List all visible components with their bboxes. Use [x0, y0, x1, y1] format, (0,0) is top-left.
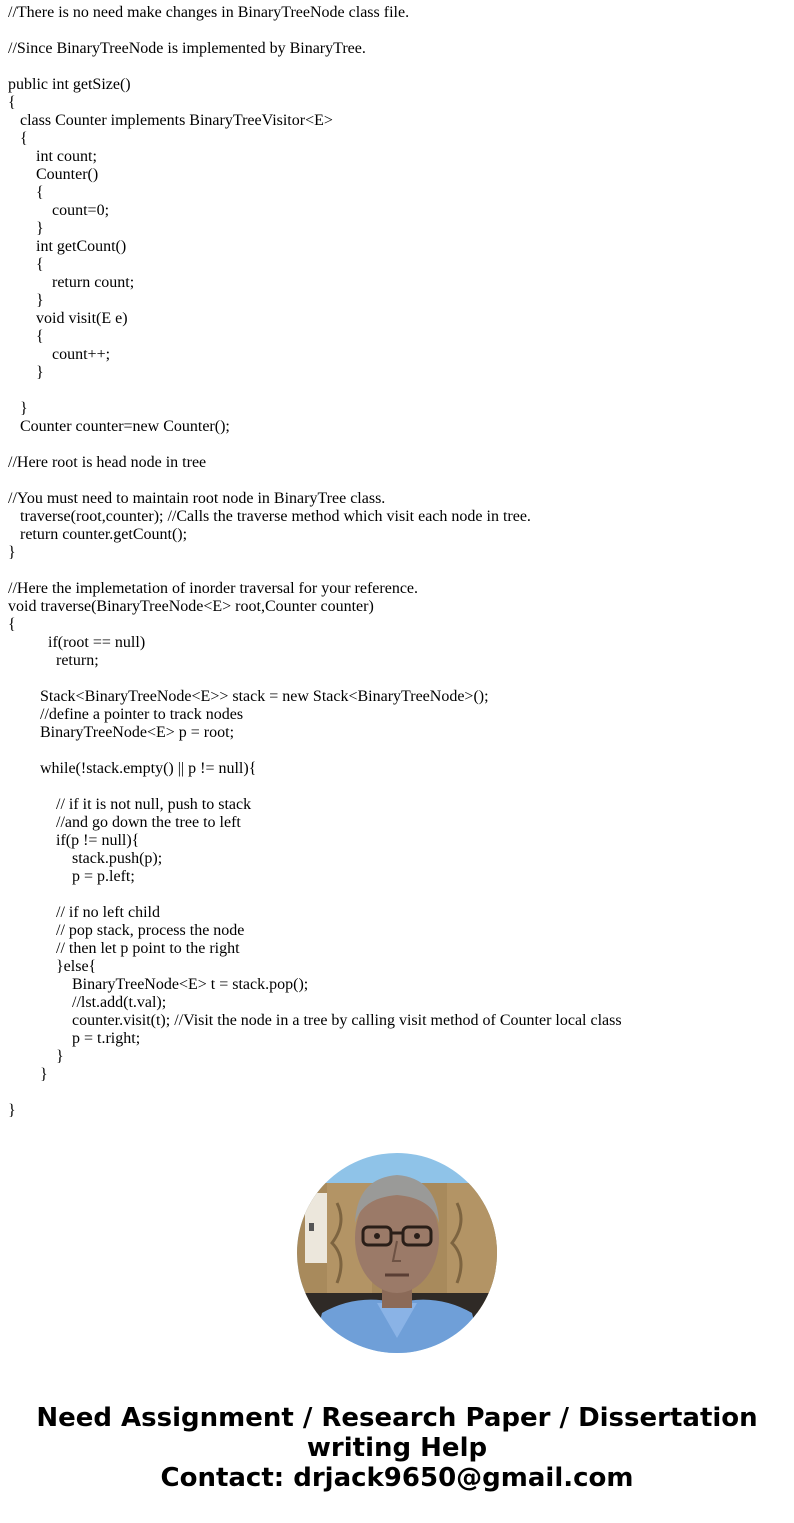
code-line: //lst.add(t.val);: [72, 994, 167, 1011]
code-line: }: [20, 400, 28, 417]
code-line: public int getSize(): [8, 76, 131, 93]
code-line: Stack<BinaryTreeNode<E>> stack = new Stack<BinaryTreeNode>();: [40, 688, 489, 705]
author-avatar: [297, 1153, 497, 1353]
code-line: }: [8, 1102, 16, 1119]
avatar-portrait-icon: [297, 1153, 497, 1353]
code-line: [8, 1084, 788, 1102]
code-line: //and go down the tree to left: [56, 814, 241, 831]
code-line: }: [36, 364, 44, 381]
code-line: stack.push(p);: [72, 850, 163, 867]
code-line: return count;: [52, 274, 135, 291]
code-line: }: [36, 292, 44, 309]
code-line: //There is no need make changes in BinaryTreeNode class file.: [8, 4, 410, 21]
code-line: {: [20, 130, 28, 147]
code-line: //define a pointer to track nodes: [40, 706, 244, 723]
code-line: [8, 886, 788, 904]
code-line: {: [8, 94, 16, 111]
code-line: int count;: [36, 148, 97, 165]
code-line: [8, 562, 788, 580]
code-line: return;: [56, 652, 99, 669]
code-line: // if it is not null, push to stack: [56, 796, 252, 813]
code-line: }: [40, 1066, 48, 1083]
code-line: Counter counter=new Counter();: [20, 418, 230, 435]
code-line: counter.visit(t); //Visit the node in a tree by calling visit method of Counter local class: [72, 1012, 622, 1029]
code-listing: [8, 4, 788, 1120]
promo-footer: [0, 1403, 794, 1493]
code-line: [8, 472, 788, 490]
code-line: [8, 436, 788, 454]
code-line: if(root == null): [48, 634, 146, 651]
code-line: [8, 58, 788, 76]
code-line: BinaryTreeNode<E> t = stack.pop();: [72, 976, 309, 993]
code-line: return counter.getCount();: [20, 526, 188, 543]
code-line: p = p.left;: [72, 868, 135, 885]
code-line: {: [36, 328, 44, 345]
code-line: [8, 742, 788, 760]
code-line: //Here the implemetation of inorder traversal for your reference.: [8, 580, 419, 597]
code-line: //Since BinaryTreeNode is implemented by BinaryTree.: [8, 40, 366, 57]
code-line: }else{: [56, 958, 97, 975]
code-line: class Counter implements BinaryTreeVisitor<E>: [20, 112, 333, 129]
code-line: // then let p point to the right: [56, 940, 240, 957]
code-line: }: [36, 220, 44, 237]
code-line: while(!stack.empty() || p != null){: [40, 760, 257, 777]
code-line: void visit(E e): [36, 310, 128, 327]
promo-line-1: Need Assignment / Research Paper / Dissertation: [36, 1403, 758, 1433]
code-line: [8, 670, 788, 688]
code-line: [8, 778, 788, 796]
code-line: if(p != null){: [56, 832, 140, 849]
code-line: count=0;: [52, 202, 110, 219]
code-line: {: [36, 256, 44, 273]
code-line: [8, 22, 788, 40]
code-line: int getCount(): [36, 238, 127, 255]
code-line: // pop stack, process the node: [56, 922, 245, 939]
code-line: Counter(): [36, 166, 99, 183]
code-line: {: [8, 616, 16, 633]
code-line: {: [36, 184, 44, 201]
code-line: [8, 382, 788, 400]
code-line: // if no left child: [56, 904, 160, 921]
code-line: //You must need to maintain root node in BinaryTree class.: [8, 490, 386, 507]
code-line: traverse(root,counter); //Calls the traverse method which visit each node in tree.: [20, 508, 531, 525]
code-line: //Here root is head node in tree: [8, 454, 207, 471]
code-line: count++;: [52, 346, 111, 363]
code-line: BinaryTreeNode<E> p = root;: [40, 724, 235, 741]
code-line: p = t.right;: [72, 1030, 141, 1047]
code-line: }: [56, 1048, 64, 1065]
contact-email: Contact: drjack9650@gmail.com: [160, 1463, 634, 1493]
promo-line-2: writing Help: [306, 1433, 488, 1463]
code-line: }: [8, 544, 16, 561]
code-line: void traverse(BinaryTreeNode<E> root,Counter counter): [8, 598, 374, 615]
